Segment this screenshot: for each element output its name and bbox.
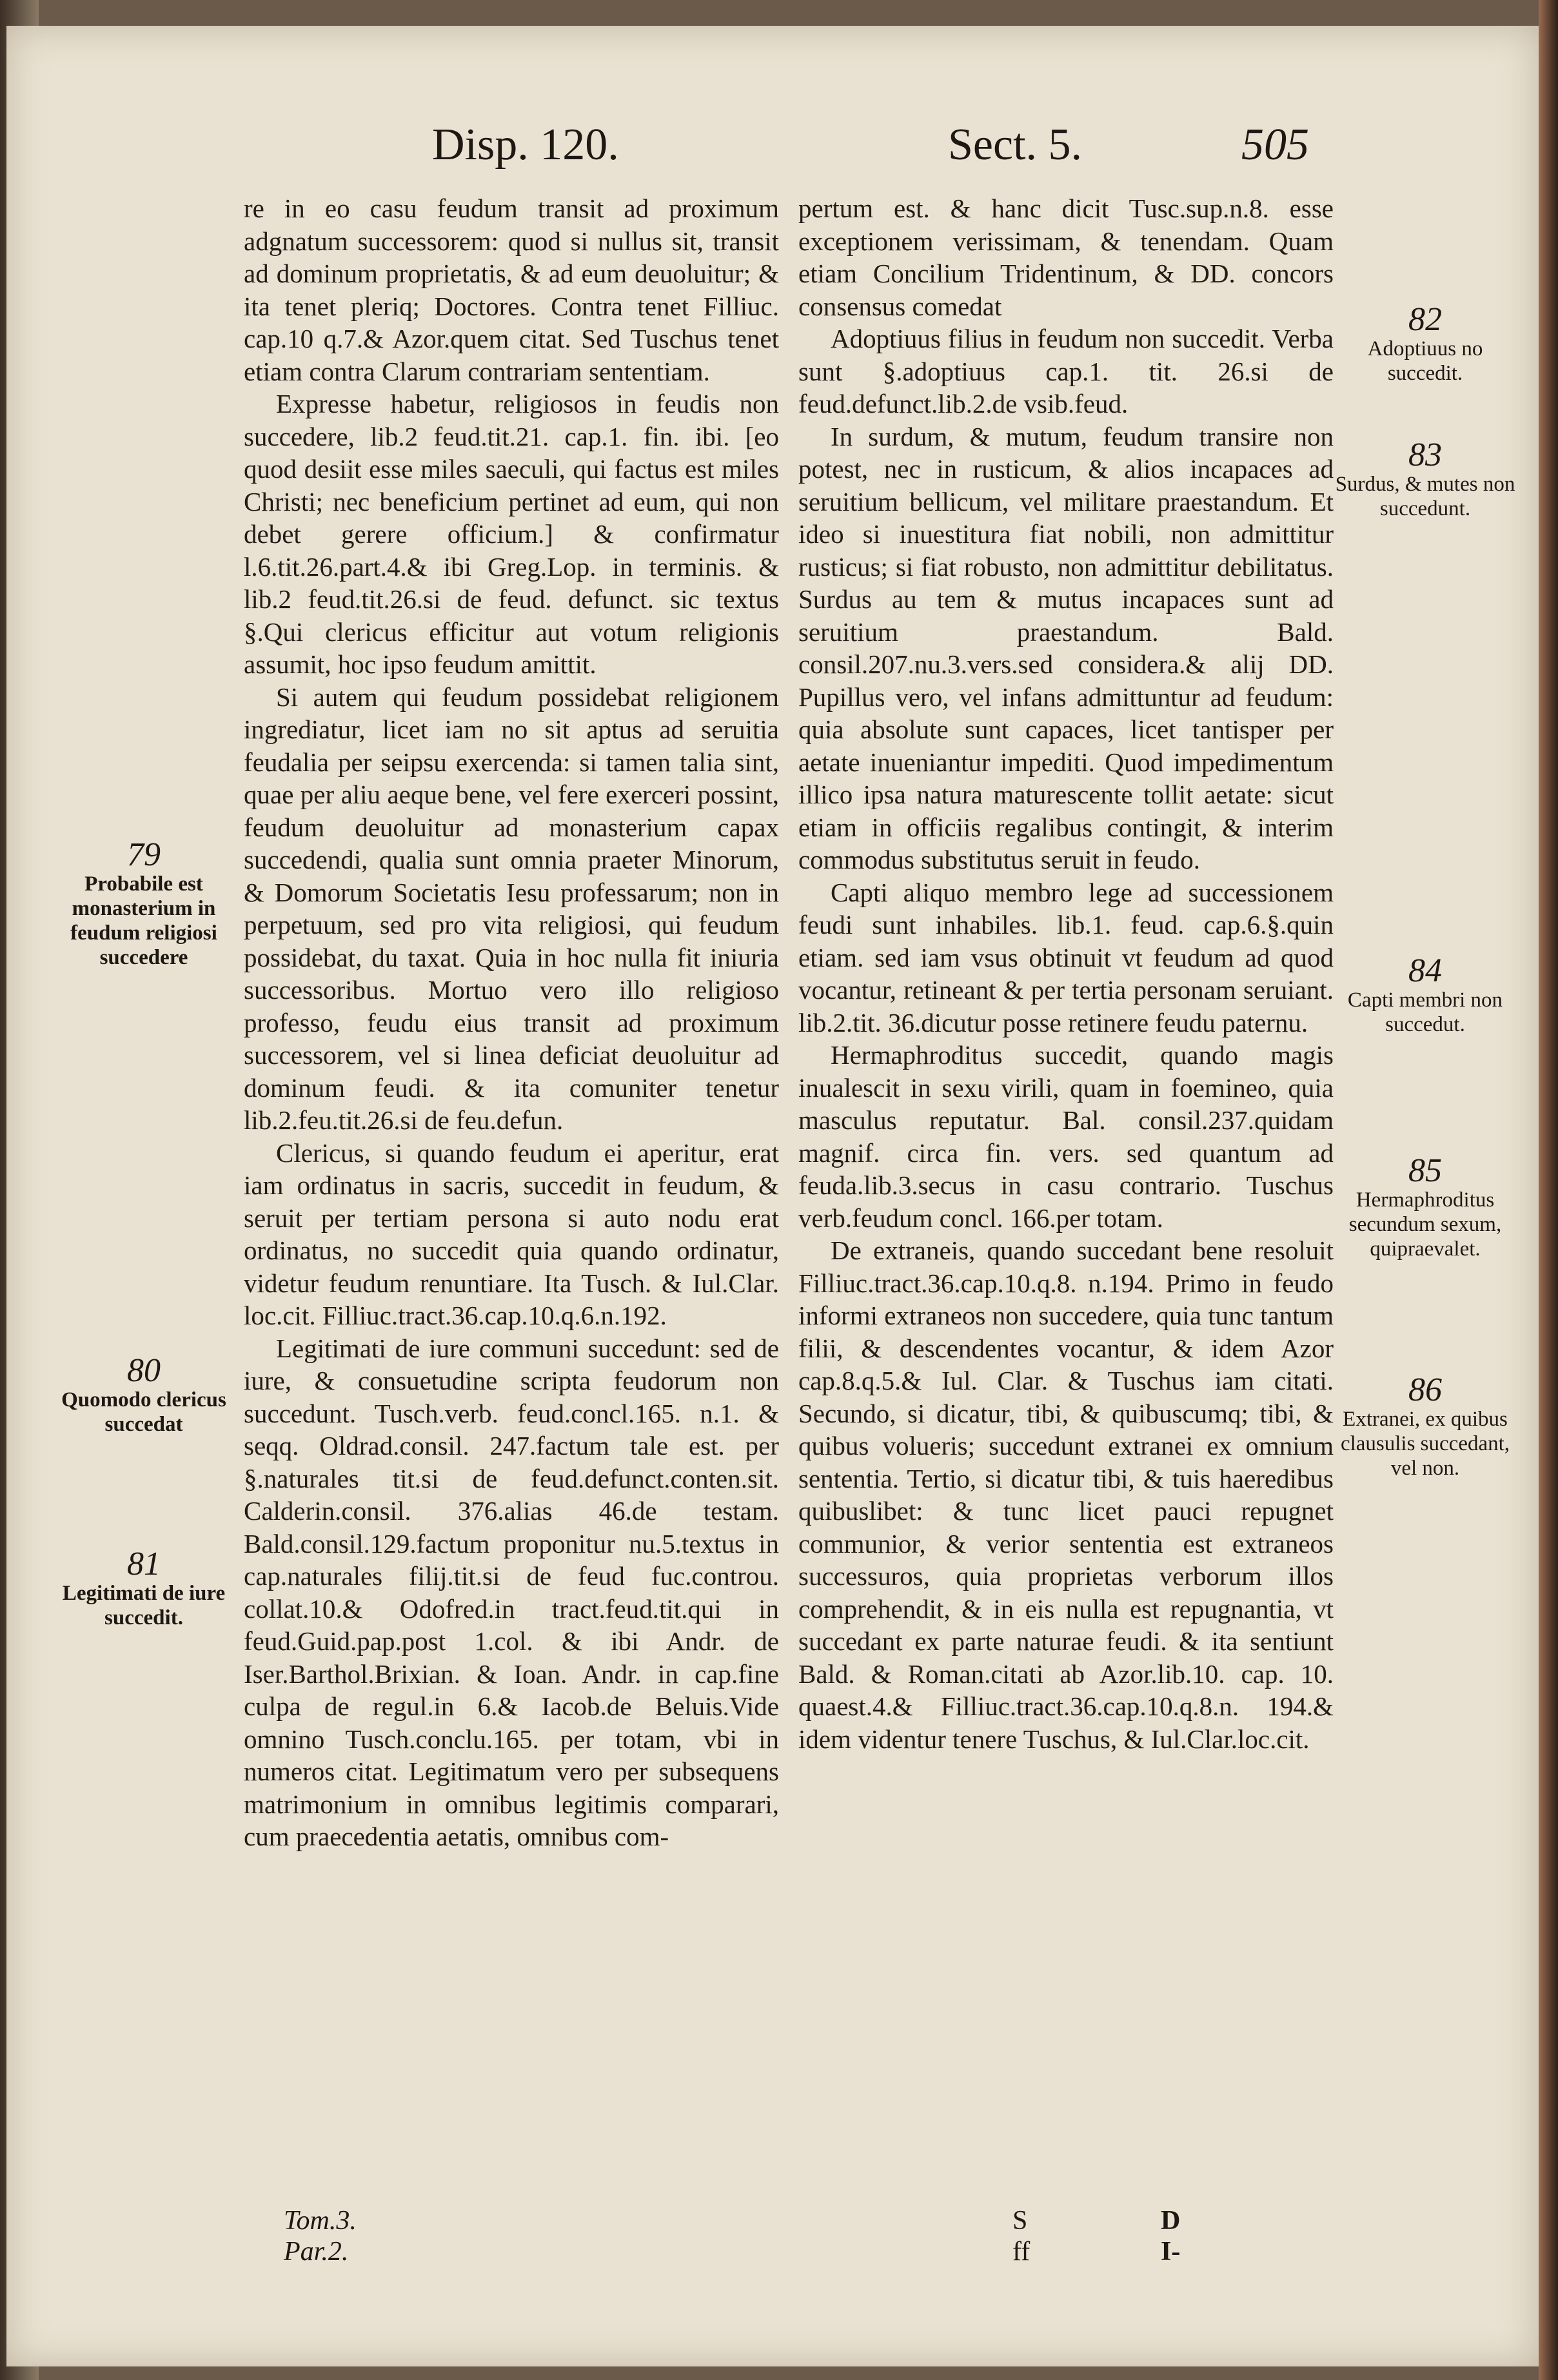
- paragraph: Clericus, si quando feudum ei aperitur, erat iam ordinatus in sacris, succedit in feudum, & seruit per tertiam persona si auto nodu erat ordinatus, no succedit quia quando ordinatur, videtur feudum renuntiare. Ita Tusch. & Iul.Clar. loc.cit. Filliuc.tract.36.cap.10.q.6.n.192.: [244, 1137, 779, 1330]
- catchword: D I-: [1161, 2206, 1181, 2267]
- paragraph: De extraneis, quando succedant bene resoluit Filliuc.tract.36.cap.10.q.8. n.194. Primo in feudo informi extraneos non succedere, quia tunc tantum filii, & descendentes vocantur, & idem Azor cap.8.q.5.& Iul. Clar. & Tuschus iam citati. Secundo, si dicatur, tibi, & quibuscumq; tibi, & quibus volueris; succedunt extranei ex omnium sententia. Tertio, si dicatur tibi, & tuis haeredibus quibuslibet: & tunc licet pauci repugnet communior, & verior sententia est extraneos successuros, quia proprietas verborum illos comprehendit, & in eis nulla est repugnantia, vt succedant ex parte naturae feudi. & ita sentiunt Bald. & Roman.citati ab Azor.lib.10. cap. 10. quaest.4.& Filliuc.tract.36.cap.10.q.8.n. 194.& idem videntur tenere Tuschus, & Iul.Clar.loc.cit.: [798, 1235, 1334, 1754]
- margin-note-text: Extranei, ex quibus clausulis succedant, vel non.: [1340, 1408, 1510, 1480]
- margin-note-81: [50, 1548, 237, 1630]
- margin-note-text: Quomodo clericus succedat: [61, 1388, 226, 1436]
- margin-note-80: [50, 1354, 237, 1437]
- margin-note-number: 85: [1408, 1152, 1442, 1189]
- paragraph: Adoptiuus filius in feudum non succedit. Verba sunt §.adoptiuus cap.1. tit. 26.si de feud.defunct.lib.2.de vsib.feud.: [798, 324, 1334, 418]
- margin-note-83: [1328, 438, 1522, 521]
- paragraph: In surdum, & mutum, feudum transire non potest, nec in rusticum, & alios incapaces ad seruitium bellicum, vel militare praestandum. Et ideo si inuestitura fiat nobili, non admittitur rusticus; si fiat robusto, non admittitur debilitatus. Surdus au tem & mutus incapaces sunt ad seruitium praestandum. Bald. consil.207.nu.3.vers.sed considera.& alij DD. Pupillus vero, vel infans admittuntur ad feudum: quia absolute sunt capaces, licet tantisper per aetate inueniantur impediti. Quod impedimentum illico ipsa natura maturescente tollit aetate: sicut etiam in officiis regalibus contingit, & interim commodus substitutus seruit in feudo.: [798, 421, 1334, 874]
- margin-note-number: 80: [127, 1352, 161, 1389]
- margin-note-79: [50, 838, 237, 970]
- right-text-column: [798, 192, 1334, 1755]
- paragraph: Si autem qui feudum possidebat religionem ingrediatur, licet iam no sit aptus ad seruitia feudalia per seipsu exercenda: si tamen talia sint, quae per aliu aeque bene, vel fere exerceri possint, feudum deuoluitur ad monasterium capax succedendi, qualia sunt omnia praeter Minorum, & Domorum Societatis Iesu professarum; non in perpetuum, sed pro vita religiosi, qui feudum possidebat, du taxat. Quia in hoc nulla fit iniuria successoribus. Mortuo vero illo religioso professo, feudu eius transit ad proximum successorem, vel si linea deficiat deuoluitur ad dominum feudi. & ita comuniter tenetur lib.2.feu.tit.26.si de feu.defun.: [244, 682, 779, 1135]
- volume-mark: Tom.3. Par.2.: [284, 2206, 357, 2267]
- header-disputation: Disp. 120.: [432, 120, 619, 170]
- margin-note-text: Capti membri non succedut.: [1347, 988, 1503, 1036]
- margin-note-text: Probabile est monasterium in feudum religiosi succedere: [70, 872, 217, 969]
- margin-note-number: 86: [1408, 1372, 1442, 1408]
- paragraph: Capti aliquo membro lege ad successionem feudi sunt inhabiles. lib.1. feud. cap.6.§.quin etiam. sed iam vsus obtinuit vt feudum ad quod vocantur, retineant & per tertia personam seruiant. lib.2.tit. 36.dicutur posse retinere feudu paternu.: [798, 877, 1334, 1038]
- paragraph: Hermaphroditus succedit, quando magis inualescit in sexu virili, quam in foemineo, quia masculus reputatur. Bal. consil.237.quidam magnif. circa fin. vers. sed quantum ad feuda.lib.3.secus in casu contrario. Tuschus verb.feudum concl. 166.per totam.: [798, 1040, 1334, 1233]
- header-section: Sect. 5.: [948, 120, 1083, 170]
- signature-mark: S ff: [1012, 2206, 1030, 2267]
- page-edge: [1539, 0, 1558, 2380]
- margin-note-number: 83: [1408, 437, 1442, 473]
- margin-note-number: 82: [1408, 301, 1442, 338]
- paragraph: Legitimati de iure communi succedunt: sed de iure, & consuetudine scripta feudorum non succedunt. Tusch.verb. feud.concl.165. n.1. & seqq. Oldrad.consil. 247.factum tale est. per §.naturales tit.si de feud.defunct.conten.sit. Calderin.consil. 376.alias 46.de testam. Bald.consil.129.factum proponitur nu.5.textus in cap.naturales filij.tit.si de feud fuc.controu. collat.10.& Odofred.in tract.feud.tit.qui in feud.Guid.pap.post 1.col. & ibi Andr. de Iser.Barthol.Brixian. & Ioan. Andr. in cap.fine culpa de regul.in 6.& Iacob.de Beluis.Vide omnino Tusch.conclu.165. per totam, vbi in numeros citat. Legitimatum vero per subsequens matrimonium in omnibus legitimis comparari, cum praecedentia aetatis, omnibus com-: [244, 1333, 779, 1851]
- margin-note-text: Adoptiuus no succedit.: [1367, 337, 1483, 385]
- margin-note-text: Legitimati de iure succedit.: [62, 1582, 226, 1629]
- margin-note-number: 81: [127, 1546, 161, 1582]
- margin-note-text: Surdus, & mutes non succedunt.: [1335, 473, 1515, 520]
- margin-note-number: 84: [1408, 952, 1442, 989]
- margin-note-86: [1328, 1373, 1522, 1480]
- paragraph: pertum est. & hanc dicit Tusc.sup.n.8. esse exceptionem verissimam, & tenendam. Quam etiam Concilium Tridentinum, & DD. concors consensus comedat: [798, 193, 1334, 321]
- margin-note-85: [1328, 1154, 1522, 1261]
- margin-note-82: [1328, 303, 1522, 386]
- margin-note-number: 79: [127, 836, 161, 873]
- margin-note-text: Hermaphroditus secundum sexum, quipraevalet.: [1348, 1188, 1502, 1261]
- left-text-column: [244, 192, 779, 1853]
- page-number: 505: [1241, 120, 1309, 170]
- margin-note-84: [1328, 954, 1522, 1037]
- paragraph: Expresse habetur, religiosos in feudis non succedere, lib.2 feud.tit.21. cap.1. fin. ibi. [eo quod desiit esse miles saeculi, qui factus est miles Christi; nec beneficium pertinet ad eum, qui non debet gerere officium.] & confirmatur l.6.tit.26.part.4.& ibi Greg.Lop. in terminis. & lib.2 feud.tit.26.si de feud. defunct. sic textus §.Qui clericus efficitur aut votum religionis assumit, hoc ipso feudum amittit.: [244, 389, 779, 679]
- paragraph: re in eo casu feudum transit ad proximum adgnatum successorem: quod si nullus sit, transit ad dominum proprietatis, & ad eum deuoluitur; & ita tenet pleriq; Doctores. Contra tenet Filliuc. cap.10 q.7.& Azor.quem citat. Sed Tuschus tenet etiam contra Clarum contrariam sententiam.: [244, 193, 779, 386]
- running-header: [239, 119, 1309, 177]
